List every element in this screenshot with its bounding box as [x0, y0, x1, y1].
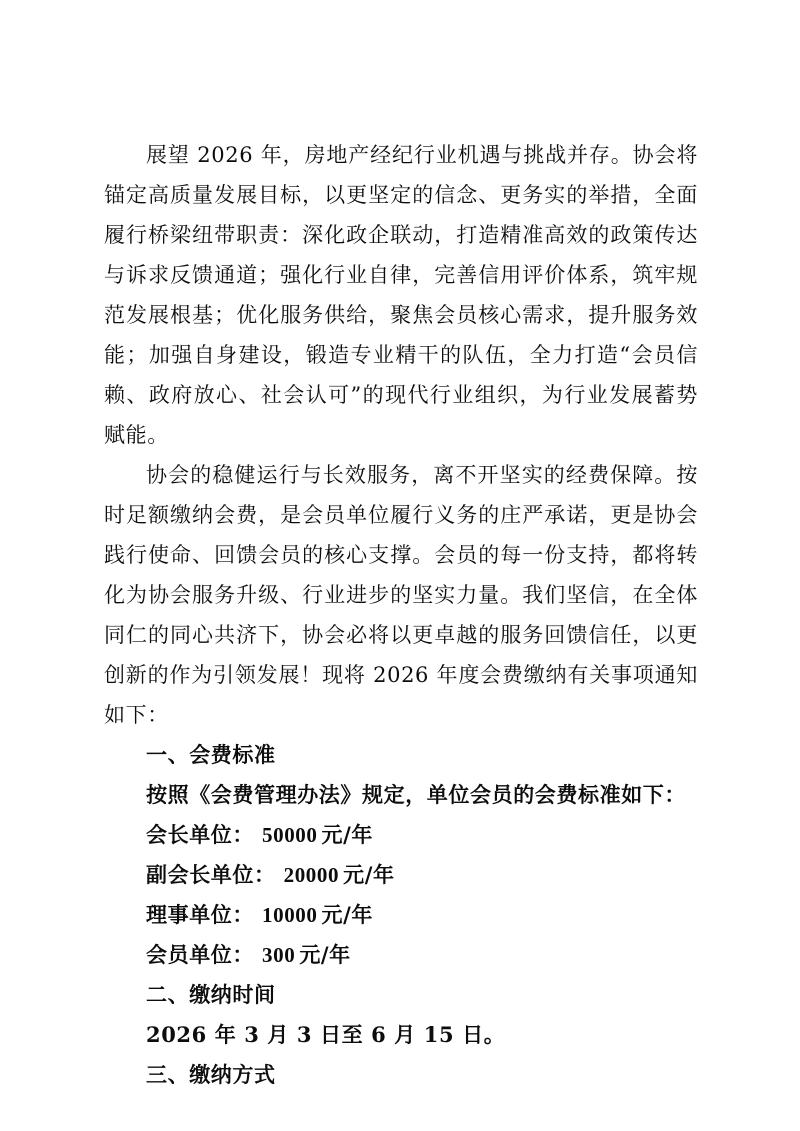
fee-amount: 50000: [262, 823, 318, 847]
fee-unit: 元/年: [343, 862, 395, 887]
section-heading-payment-method: 三、缴纳方式: [146, 1063, 276, 1087]
fee-line-director: [104, 895, 698, 935]
fee-line-vice-president: [104, 855, 698, 895]
fee-standard-intro: 按照《会费管理办法》规定，单位会员的会费标准如下：: [146, 782, 686, 807]
fee-unit: 元/年: [321, 822, 373, 847]
body-paragraph-fee-notice: 协会的稳健运行与长效服务，离不开坚实的经费保障。按时足额缴纳会费，是会员单位履行义务的庄严承诺，更是协会践行使命、回馈会员的核心支撑。会员的每一份支持，都将转化为协会服务升级、行业进步的坚实力量。我们坚信，在全体同仁的同心共济下，协会必将以更卓越的服务回馈信任，以更创新的作为引领发展！现将 2026 年度会费缴纳有关事项通知如下：: [104, 463, 698, 727]
fee-amount: 20000: [283, 863, 340, 887]
fee-amount: 10000: [262, 903, 318, 927]
body-paragraph-outlook: 展望 2026 年，房地产经纪行业机遇与挑战并存。协会将锚定高质量发展目标，以更坚定的信念、更务实的举措，全面履行桥梁纽带职责：深化政企联动，打造精准高效的政策传达与诉求反馈通道；强化行业自律，完善信用评价体系，筑牢规范发展根基；优化服务供给，聚焦会员核心需求，提升服务效能；加强自身建设，锻造专业精干的队伍，全力打造“会员信赖、政府放心、社会认可”的现代行业组织，为行业发展蓄势赋能。: [104, 143, 698, 447]
payment-date-range: 2026 年 3 月 3 日至 6 月 15 日。: [146, 1022, 506, 1047]
fee-label: 理事单位：: [146, 902, 254, 927]
fee-unit: 元/年: [321, 902, 373, 927]
fee-label: 会长单位：: [146, 822, 254, 847]
fee-line-president: [104, 815, 698, 855]
fee-unit: 元/年: [299, 942, 351, 967]
fee-line-member: [104, 935, 698, 975]
fee-label: 会员单位：: [146, 942, 254, 967]
section-heading-fee-standard: 一、会费标准: [146, 743, 276, 767]
section-heading-payment-time: 二、缴纳时间: [146, 983, 276, 1007]
document-body: [104, 135, 698, 1095]
fee-amount: 300: [262, 943, 296, 967]
fee-label: 副会长单位：: [146, 862, 276, 887]
